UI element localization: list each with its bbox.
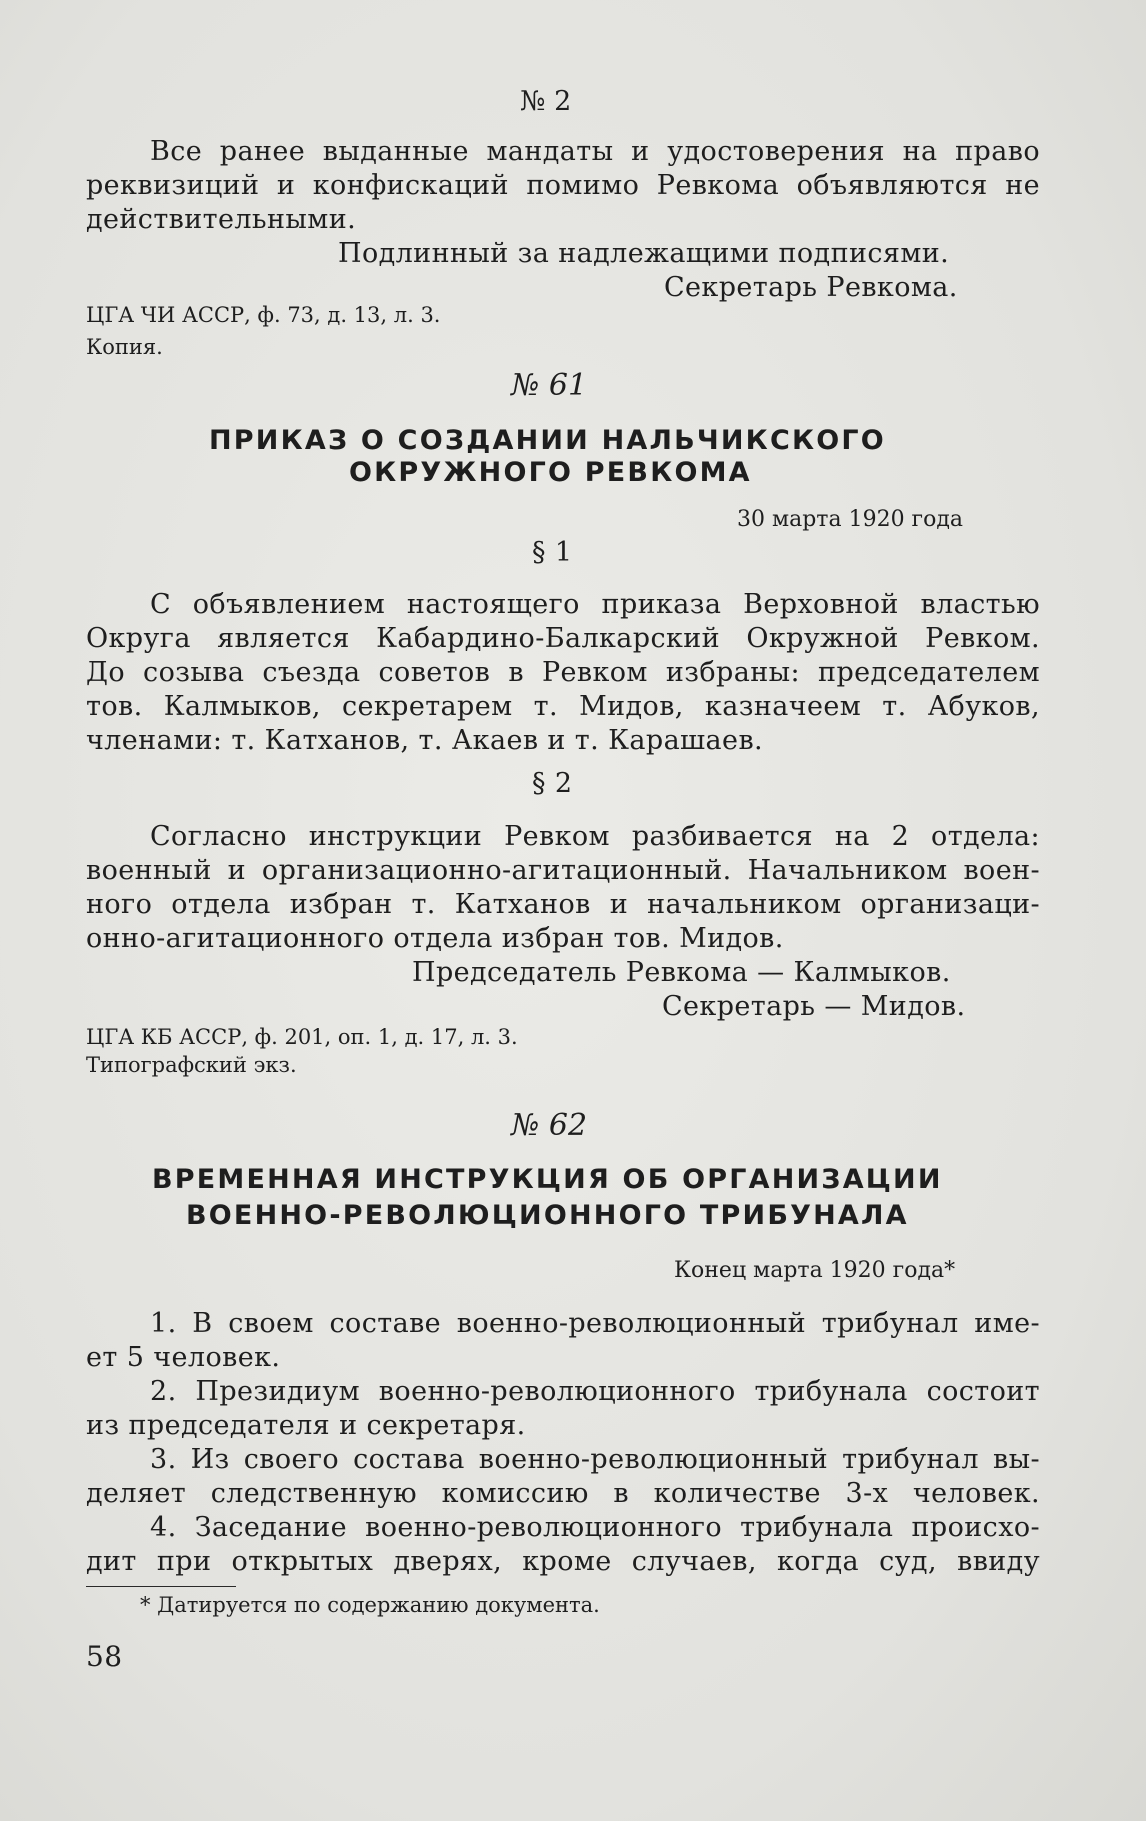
footnote: * Датируется по содержанию документа. xyxy=(140,1593,600,1617)
signature: Секретарь Ревкома. xyxy=(664,272,958,303)
body-line: членами: т. Катханов, т. Акаев и т. Карашаев. xyxy=(86,725,764,756)
archive-reference: ЦГА КБ АССР, ф. 201, оп. 1, д. 17, л. 3. xyxy=(86,1025,518,1049)
doc-date: 30 марта 1920 года xyxy=(737,507,963,532)
body-line: До созыва съезда советов в Ревком избраны: председателем xyxy=(86,657,1040,688)
secretary-signature: Секретарь — Мидов. xyxy=(662,991,966,1022)
body-line: Согласно инструкции Ревком разбивается на 2 отдела: xyxy=(150,821,1040,852)
doc-number-2: № 2 xyxy=(520,86,572,117)
body-line: Округа является Кабардино-Балкарский Окружной Ревком. xyxy=(86,623,1040,654)
list-item: 4. Заседание военно-революционного трибунала происхо- xyxy=(150,1512,1040,1543)
doc-number-62: № 62 xyxy=(511,1108,588,1143)
copy-type: Копия. xyxy=(86,335,163,359)
doc-date: Конец марта 1920 года* xyxy=(674,1258,956,1283)
archive-reference: ЦГА ЧИ АССР, ф. 73, д. 13, л. 3. xyxy=(86,303,441,327)
body-line: военный и организационно-агитационный. Начальником воен- xyxy=(86,855,1040,886)
chairman-signature: Председатель Ревкома — Калмыков. xyxy=(412,957,951,988)
page-number: 58 xyxy=(86,1640,123,1673)
list-item: 1. В своем составе военно-революционный трибунал име- xyxy=(150,1308,1040,1339)
body-line: реквизиций и конфискаций помимо Ревкома объявляются не xyxy=(86,170,1040,201)
list-item: из председателя и секретаря. xyxy=(86,1410,526,1441)
copy-type: Типографский экз. xyxy=(86,1053,297,1077)
list-item: деляет следственную комиссию в количестве 3-х человек. xyxy=(86,1478,1040,1509)
list-item: дит при открытых дверях, кроме случаев, когда суд, ввиду xyxy=(86,1546,1040,1577)
section-mark: § 1 xyxy=(532,537,573,568)
doc-title-line: ВОЕННО-РЕВОЛЮЦИОННОГО ТРИБУНАЛА xyxy=(186,1200,909,1231)
list-item: 2. Президиум военно-революционного трибунала состоит xyxy=(150,1376,1040,1407)
body-line: С объявлением настоящего приказа Верховной властью xyxy=(150,589,1040,620)
section-mark: § 2 xyxy=(532,768,573,799)
body-line: действительными. xyxy=(86,204,357,235)
list-item: ет 5 человек. xyxy=(86,1342,281,1373)
body-line: ного отдела избран т. Катханов и начальником организаци- xyxy=(86,889,1040,920)
body-line: онно-агитационного отдела избран тов. Мидов. xyxy=(86,923,784,954)
doc-number-61: № 61 xyxy=(511,368,588,403)
list-item: 3. Из своего состава военно-революционный трибунал вы- xyxy=(150,1444,1040,1475)
body-line: тов. Калмыков, секретарем т. Мидов, казначеем т. Абуков, xyxy=(86,691,1040,722)
body-line: Все ранее выданные мандаты и удостоверения на право xyxy=(150,136,1040,167)
doc-title-line: ПРИКАЗ О СОЗДАНИИ НАЛЬЧИКСКОГО xyxy=(209,425,886,456)
footnote-divider xyxy=(86,1586,236,1587)
doc-title-line: ВРЕМЕННАЯ ИНСТРУКЦИЯ ОБ ОРГАНИЗАЦИИ xyxy=(152,1164,943,1195)
authentic-note: Подлинный за надлежащими подписями. xyxy=(338,238,950,269)
doc-title-line: ОКРУЖНОГО РЕВКОМА xyxy=(349,457,752,488)
